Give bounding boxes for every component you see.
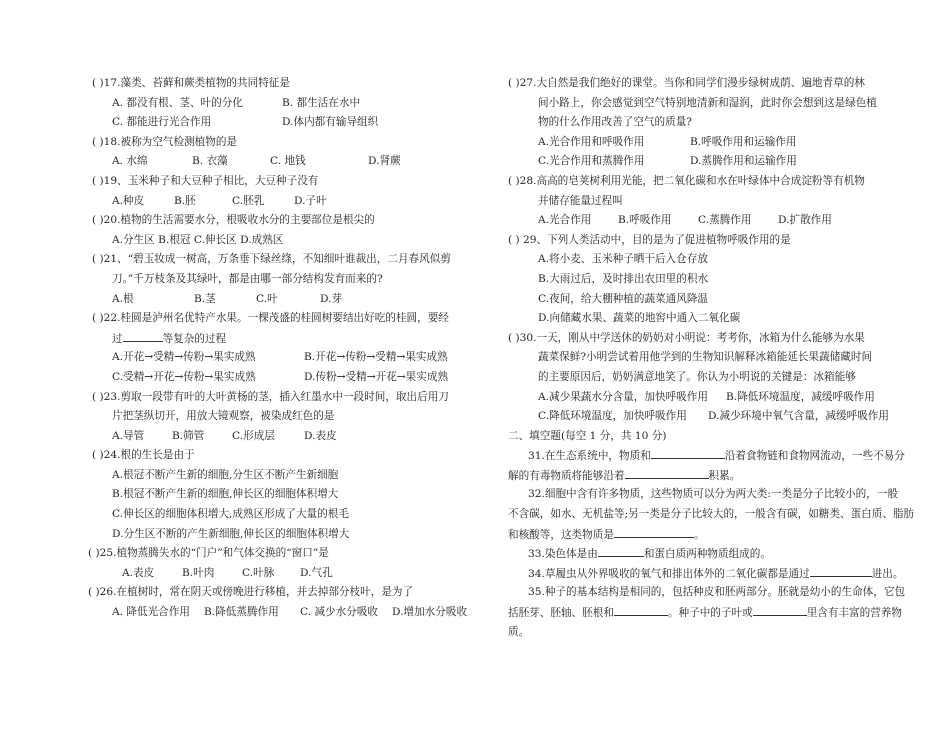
question-30-stem: ( )30.一天，刚从中学送休的奶奶对小明说：考考你，冰箱为什么能够为水果 <box>508 331 865 344</box>
question-27-stem: ( )27.大自然是我们绝好的课堂。当你和同学们漫步绿树成荫、遍地青草的林 <box>508 77 865 89</box>
question-27-options-row2 <box>508 152 893 172</box>
question-31-line1 <box>508 446 905 466</box>
question-28-continuation: 并储存能量过程叫 <box>538 194 623 207</box>
option-b: B. 衣藻 <box>192 155 228 168</box>
option-a: A.表皮 <box>122 566 155 579</box>
question-30-options-row2 <box>508 407 893 427</box>
question-22-text: 过 <box>112 332 123 345</box>
question-22-options-row2 <box>92 368 477 388</box>
question-21-continuation: 刀。”千万枝条及其绿叶，都是由哪一部分结构发育而来的? <box>112 272 383 285</box>
question-23-options <box>92 427 477 447</box>
question-33-text: 和蛋白质两种物质组成的。 <box>643 548 771 561</box>
option-b: B.胚 <box>174 194 196 207</box>
option-c: C. 都能进行光合作用 <box>112 116 212 129</box>
answer-blank[interactable] <box>625 466 709 479</box>
question-34-text: 进出。 <box>871 567 904 580</box>
question-20-stem: ( )20.植物的生活需要水分，根吸收水分的主要部位是根尖的 <box>92 214 375 227</box>
question-35-line3: 质。 <box>508 625 530 638</box>
question-30-options-row1 <box>508 388 893 408</box>
question-26-options <box>92 603 477 623</box>
question-23-continuation: 片把茎纵切开，用放大镜观察，被染成红色的是 <box>112 410 335 423</box>
option-b: B. 都生活在水中 <box>282 96 361 109</box>
option-b: B.大雨过后，及时排出农田里的积水 <box>538 272 709 285</box>
option-a: A.减少果蔬水分含量，加快呼吸作用 <box>538 390 708 403</box>
question-27-continuation: 间小路上，你会感觉到空气特别地清新和湿润，此时你会想到这是绿色植 <box>538 96 877 109</box>
option-a: A.开花→受精→传粉→果实成熟 <box>112 351 256 364</box>
option-c: C.降低环境温度，加快呼吸作用 <box>538 410 687 423</box>
option-a: A.光合作用 <box>538 214 592 227</box>
question-32-line2: 不含碳，如水、无机盐等;另一类是分子比较大的，一般含有碳，如糖类、蛋白质、脂肪 <box>508 508 915 521</box>
option-d: D.芽 <box>320 292 343 305</box>
question-31-text: 沿着食物链和食物网流动，一些不易分 <box>724 450 905 463</box>
option-a: A.根冠不断产生新的细胞,分生区不断产生新细胞 <box>112 468 339 481</box>
question-32-text: 和核酸等，这类物质是 <box>508 528 614 541</box>
question-25-stem: ( )25.植物蒸腾失水的“门户”和气体交换的“窗口”是 <box>88 547 329 560</box>
option-c: C.受精→开花→传粉→果实成熟 <box>112 370 256 383</box>
option-c: C.伸长区的细胞体积增大,成熟区形成了大量的根毛 <box>112 508 349 521</box>
option-d: D.体内都有输导组织 <box>282 116 379 129</box>
question-19-stem: ( )19、玉米种子和大豆种子相比，大豆种子没有 <box>92 174 319 187</box>
question-25-options <box>92 564 477 584</box>
option-b: B.茎 <box>194 292 216 305</box>
option-a: A.将小麦、玉米种子晒干后入仓存放 <box>538 253 708 266</box>
option-a: A.种皮 <box>112 194 145 207</box>
question-34 <box>508 564 904 584</box>
answer-blank[interactable] <box>753 603 807 616</box>
option-a: A. 降低光合作用 <box>112 606 190 619</box>
question-17-stem: ( )17.藻类、苔藓和蕨类植物的共同特征是 <box>92 77 290 89</box>
question-29-stem: ( ) 29、下列人类活动中，目的是为了促进植物呼吸作用的是 <box>508 233 791 246</box>
question-20-options: A.分生区 B.根冠 C.伸长区 D.成熟区 <box>112 233 284 246</box>
option-d: D.分生区不断的产生新细胞,伸长区的细胞体积增大 <box>112 527 350 540</box>
question-35-text: 。种子中的子叶或 <box>667 607 753 620</box>
option-b: B.降低环境温度，减缓呼吸作用 <box>726 390 875 403</box>
question-35-line1: 35.种子的基本结构是相同的，包括种皮和胚两部分。胚就是幼小的生命体，它包 <box>528 586 906 599</box>
option-a: A.导管 <box>112 429 145 442</box>
option-b: B.开花→传粉→受精→果实成熟 <box>304 351 448 364</box>
question-33-text: 33.染色体是由 <box>528 548 598 561</box>
option-d: D.传粉→受精→开花→果实成熟 <box>304 370 449 383</box>
option-d: D.增加水分吸收 <box>392 606 468 619</box>
answer-blank[interactable] <box>598 544 644 557</box>
option-a: A. 水绵 <box>112 155 148 168</box>
answer-blank[interactable] <box>123 329 163 342</box>
option-b: B.根冠不断产生新的细胞,伸长区的细胞体积增大 <box>112 488 339 501</box>
question-31-text: 积累。 <box>708 469 741 482</box>
answer-blank[interactable] <box>614 603 668 616</box>
question-26-stem: ( )26.在植树时，常在阴天或傍晚进行移植，并去掉部分枝叶，是为了 <box>88 586 414 599</box>
option-d: D.气孔 <box>300 566 333 579</box>
question-33 <box>508 544 893 564</box>
question-21-options <box>92 290 477 310</box>
question-23-stem: ( )23.剪取一段带有叶的大叶黄杨的茎，插入红墨水中一段时间，取出后用刀 <box>92 390 449 403</box>
left-column <box>88 74 477 623</box>
option-b: B.筛管 <box>172 429 205 442</box>
answer-blank[interactable] <box>810 564 872 577</box>
question-18-options <box>92 152 477 172</box>
option-d: D.减少环境中氧气含量，减缓呼吸作用 <box>708 410 889 423</box>
question-24-stem: ( )24.根的生长是由于 <box>92 449 195 462</box>
option-a: A.根 <box>112 292 134 305</box>
question-32-line1: 32.细胞中含有许多物质，这些物质可以分为两大类:一类是分子比较小的，一般 <box>528 488 899 501</box>
question-19-options <box>92 192 477 212</box>
question-35-line2 <box>508 603 903 623</box>
question-32-line3 <box>508 525 893 545</box>
option-c: C.光合作用和蒸腾作用 <box>538 155 645 168</box>
question-31-text: 解的有毒物质将能够沿着 <box>508 469 625 482</box>
option-b: B.呼吸作用和运输作用 <box>690 135 797 148</box>
right-column <box>508 74 915 642</box>
option-c: C.形成层 <box>232 429 275 442</box>
question-27-continuation: 物的什么作用改善了空气的质量? <box>538 116 692 129</box>
question-27-options-row1 <box>508 133 893 153</box>
question-18-stem: ( )18.被称为空气检测植物的是 <box>92 135 238 148</box>
option-d: D.蒸腾作用和运输作用 <box>690 155 797 168</box>
option-b: B.叶肉 <box>182 566 215 579</box>
option-b: B.呼吸作用 <box>618 214 672 227</box>
option-a: A.光合作用和呼吸作用 <box>538 135 645 148</box>
question-30-continuation: 的主要原因后，奶奶满意地笑了。你认为小明说的关键是：冰箱能够 <box>538 370 856 383</box>
question-21-stem: ( )21、“碧玉妆成一树高，万条垂下绿丝绦，不知细叶谁裁出，二月春风似剪 <box>92 253 451 266</box>
answer-blank[interactable] <box>614 525 694 538</box>
option-d: D.扩散作用 <box>778 214 832 227</box>
question-22-stem: ( )22.桂圆是泸州名优特产水果。一棵茂盛的桂圆树要结出好吃的桂圆，要经 <box>92 312 449 325</box>
answer-blank[interactable] <box>651 446 725 459</box>
question-30-continuation: 蔬菜保鲜?小明尝试着用他学到的生物知识解释冰箱能延长果蔬储藏时间 <box>538 351 873 364</box>
question-17-options-row1 <box>92 94 477 114</box>
option-c: C.胚乳 <box>232 194 265 207</box>
option-a: A. 都没有根、茎、叶的分化 <box>112 96 243 109</box>
question-35-text: 括胚芽、胚轴、胚根和 <box>508 607 614 620</box>
option-c: C.蒸腾作用 <box>698 214 752 227</box>
option-d: D.向储藏水果、蔬菜的地窖中通入二氧化碳 <box>538 312 741 325</box>
question-34-text: 34.草履虫从外界吸收的氧气和排出体外的二氧化碳都是通过 <box>528 567 810 580</box>
option-d: D.子叶 <box>294 194 327 207</box>
question-17-options-row2 <box>92 113 477 133</box>
question-22-text: 等复杂的过程 <box>162 332 227 345</box>
section-heading-fill-in: 二、填空题(每空 1 分，共 10 分) <box>508 429 667 442</box>
question-28-stem: ( )28.高高的皂荚树利用光能，把二氧化碳和水在叶绿体中合成淀粉等有机物 <box>508 174 865 187</box>
question-22-options-row1 <box>92 348 477 368</box>
question-32-text: 。 <box>693 528 705 541</box>
option-c: C. 地钱 <box>270 155 306 168</box>
option-d: D.肾蕨 <box>368 155 401 168</box>
question-28-options <box>508 211 893 231</box>
option-b: B.降低蒸腾作用 <box>204 606 279 619</box>
question-31-text: 31.在生态系统中，物质和 <box>528 450 651 463</box>
question-31-line2 <box>508 466 893 486</box>
option-d: D.表皮 <box>304 429 337 442</box>
question-22-continuation <box>92 329 477 349</box>
option-c: C.夜间，给大棚种植的蔬菜通风降温 <box>538 292 709 305</box>
option-c: C.叶脉 <box>242 566 275 579</box>
option-c: C. 减少水分吸收 <box>300 606 379 619</box>
option-c: C.叶 <box>256 292 278 305</box>
question-35-text: 里含有丰富的营养物 <box>806 607 903 620</box>
